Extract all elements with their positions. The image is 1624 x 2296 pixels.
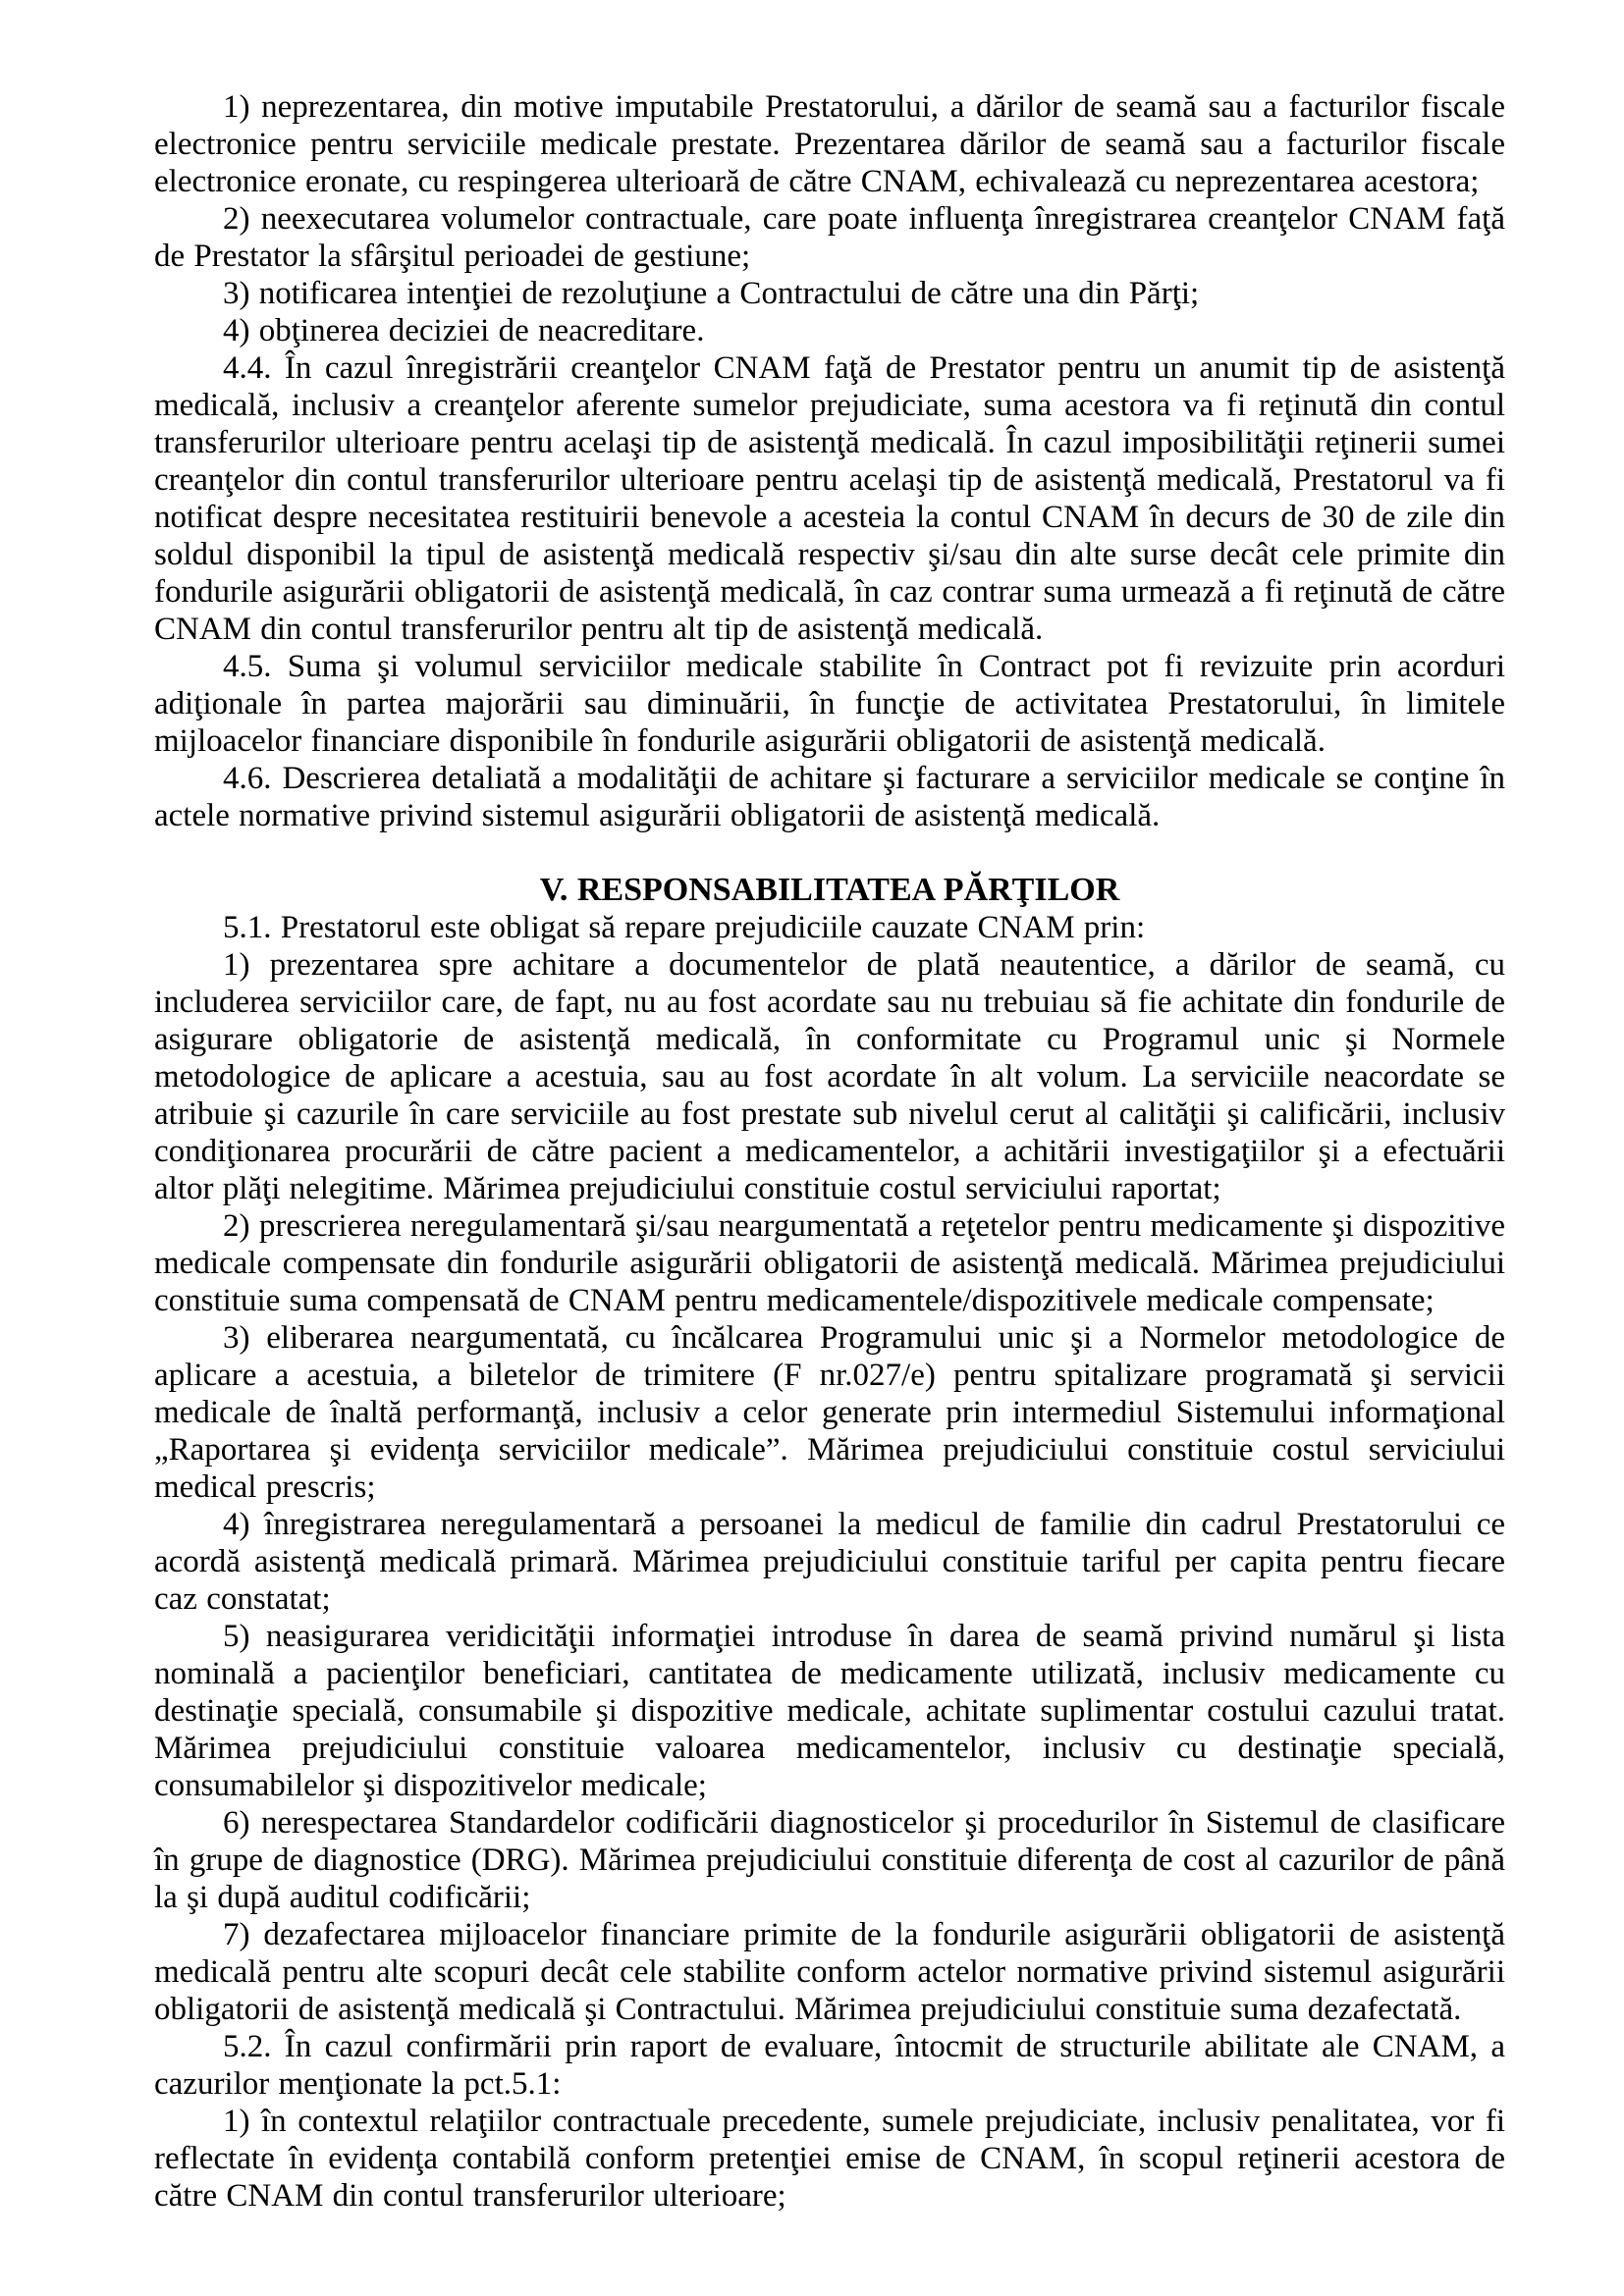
- clause-4-6: 4.6. Descrierea detaliată a modalităţii de achitare şi facturare a serviciilor medicale se conţine în actele normative privind sistemul asigurării obligatorii de asistenţă medicală.: [154, 761, 1505, 833]
- list-item-5-2-1: 1) în contextul relaţiilor contractuale precedente, sumele prejudiciate, inclusiv penalitatea, vor fi reflectate în evidenţa contabilă conform pretenţiei emise de CNAM, în scopul reţinerii acestora de către CNAM din contul transferurilor ulterioare;: [154, 2104, 1505, 2214]
- list-item-5-1-7: 7) dezafectarea mijloacelor financiare primite de la fondurile asigurării obligatorii de asistenţă medicală pentru alte scopuri decât cele stabilite conform actelor normative privind sistemul asigurării obligatorii de asistenţă medicală şi Contractului. Mărimea prejudiciului constituie suma dezafectată.: [154, 1917, 1505, 2027]
- list-item-4-obtinerea: 4) obţinerea deciziei de neacreditare.: [223, 313, 705, 348]
- list-item-5-1-6: 6) nerespectarea Standardelor codificării diagnosticelor şi procedurilor în Sistemul de clasificare în grupe de diagnostice (DRG). Mărimea prejudiciului constituie diferenţa de cost al cazurilor de până la şi după auditul codificării;: [154, 1805, 1505, 1915]
- list-item-5-1-4: 4) înregistrarea neregulamentară a persoanei la medicul de familie din cadrul Prestatorului ce acordă asistenţă medicală primară. Mărimea prejudiciului constituie tariful per capita pentru fiecare caz constatat;: [154, 1507, 1505, 1617]
- list-item-5-1-2: 2) prescrierea neregulamentară şi/sau neargumentată a reţetelor pentru medicamente şi dispozitive medicale compensate din fondurile asigurării obligatorii de asistenţă medicală. Mărimea prejudiciului constituie suma compensată de CNAM pentru medicamentele/dispozitivele medicale compensate;: [154, 1208, 1505, 1318]
- list-item-5-1-5: 5) neasigurarea veridicităţii informaţiei introduse în darea de seamă privind numărul şi lista nominală a pacienţilor beneficiari, cantitatea de medicamente utilizată, inclusiv medicamente cu destinaţie specială, consumabile şi dispozitive medicale, achitate suplimentar costului cazului tratat. Mărimea prejudiciului constituie valoarea medicamentelor, inclusiv cu destinaţie specială, consumabilelor şi dispozitivelor medicale;: [154, 1619, 1505, 1803]
- list-item-2-neexecutarea: 2) neexecutarea volumelor contractuale, care poate influenţa înregistrarea creanţelor CNAM faţă de Prestator la sfârşitul perioadei de gestiune;: [154, 201, 1505, 274]
- clause-5-2: 5.2. În cazul confirmării prin raport de evaluare, întocmit de structurile abilitate ale CNAM, a cazurilor menţionate la pct.5.1:: [154, 2029, 1505, 2102]
- list-item-5-1-1: 1) prezentarea spre achitare a documentelor de plată neautentice, a dărilor de seamă, cu includerea serviciilor care, de fapt, nu au fost acordate sau nu trebuiau să fie achitate din fondurile de asigurare obligatorie de asistenţă medicală, în conformitate cu Programul unic şi Normele metodologice de aplicare a acestuia, sau au fost acordate în alt volum. La serviciile neacordate se atribuie şi cazurile în care serviciile au fost prestate sub nivelul cerut al calităţii şi calificării, inclusiv condiţionarea procurării de către pacient a medicamentelor, a achitării investigaţiilor şi a efectuării altor plăţi nelegitime. Mărimea prejudiciului constituie costul serviciului raportat;: [154, 947, 1505, 1206]
- clause-4-4: 4.4. În cazul înregistrării creanţelor CNAM faţă de Prestator pentru un anumit tip de asistenţă medicală, inclusiv a creanţelor aferente sumelor prejudiciate, suma acestora va fi reţinută din contul transferurilor ulterioare pentru acelaşi tip de asistenţă medicală. În cazul imposibilităţii reţinerii sumei creanţelor din contul transferurilor ulterioare pentru acelaşi tip de asistenţă medicală, Prestatorul va fi notificat despre necesitatea restituirii benevole a acesteia la contul CNAM în decurs de 30 de zile din soldul disponibil la tipul de asistenţă medicală respectiv şi/sau din alte surse decât cele primite din fondurile asigurării obligatorii de asistenţă medicală, în caz contrar suma urmează a fi reţinută de către CNAM din contul transferurilor pentru alt tip de asistenţă medicală.: [154, 350, 1505, 647]
- list-item-1-neprezentarea: 1) neprezentarea, din motive imputabile Prestatorului, a dărilor de seamă sau a facturilor fiscale electronice pentru serviciile medicale prestate. Prezentarea dărilor de seamă sau a facturilor fiscale electronice eronate, cu respingerea ulterioară de către CNAM, echivalează cu neprezentarea acestora;: [154, 89, 1505, 199]
- clause-4-5: 4.5. Suma şi volumul serviciilor medicale stabilite în Contract pot fi revizuite prin acorduri adiţionale în partea majorării sau diminuării, în funcţie de activitatea Prestatorului, în limitele mijloacelor financiare disponibile în fondurile asigurării obligatorii de asistenţă medicală.: [154, 649, 1505, 759]
- list-item-3-notificarea: 3) notificarea intenţiei de rezoluţiune a Contractului de către una din Părţi;: [223, 276, 1200, 311]
- section-heading-responsabilitatea-partilor: V. RESPONSABILITATEA PĂRŢILOR: [539, 872, 1120, 908]
- clause-5-1: 5.1. Prestatorul este obligat să repare prejudiciile cauzate CNAM prin:: [223, 910, 1146, 945]
- list-item-5-1-3: 3) eliberarea neargumentată, cu încălcarea Programului unic şi a Normelor metodologice de aplicare a acestuia, a biletelor de trimitere (F nr.027/e) pentru spitalizare programată şi servicii medicale de înaltă performanţă, inclusiv a celor generate prin intermediul Sistemului informaţional „Raportarea şi evidenţa serviciilor medicale”. Mărimea prejudiciului constituie costul serviciului medical prescris;: [154, 1320, 1505, 1505]
